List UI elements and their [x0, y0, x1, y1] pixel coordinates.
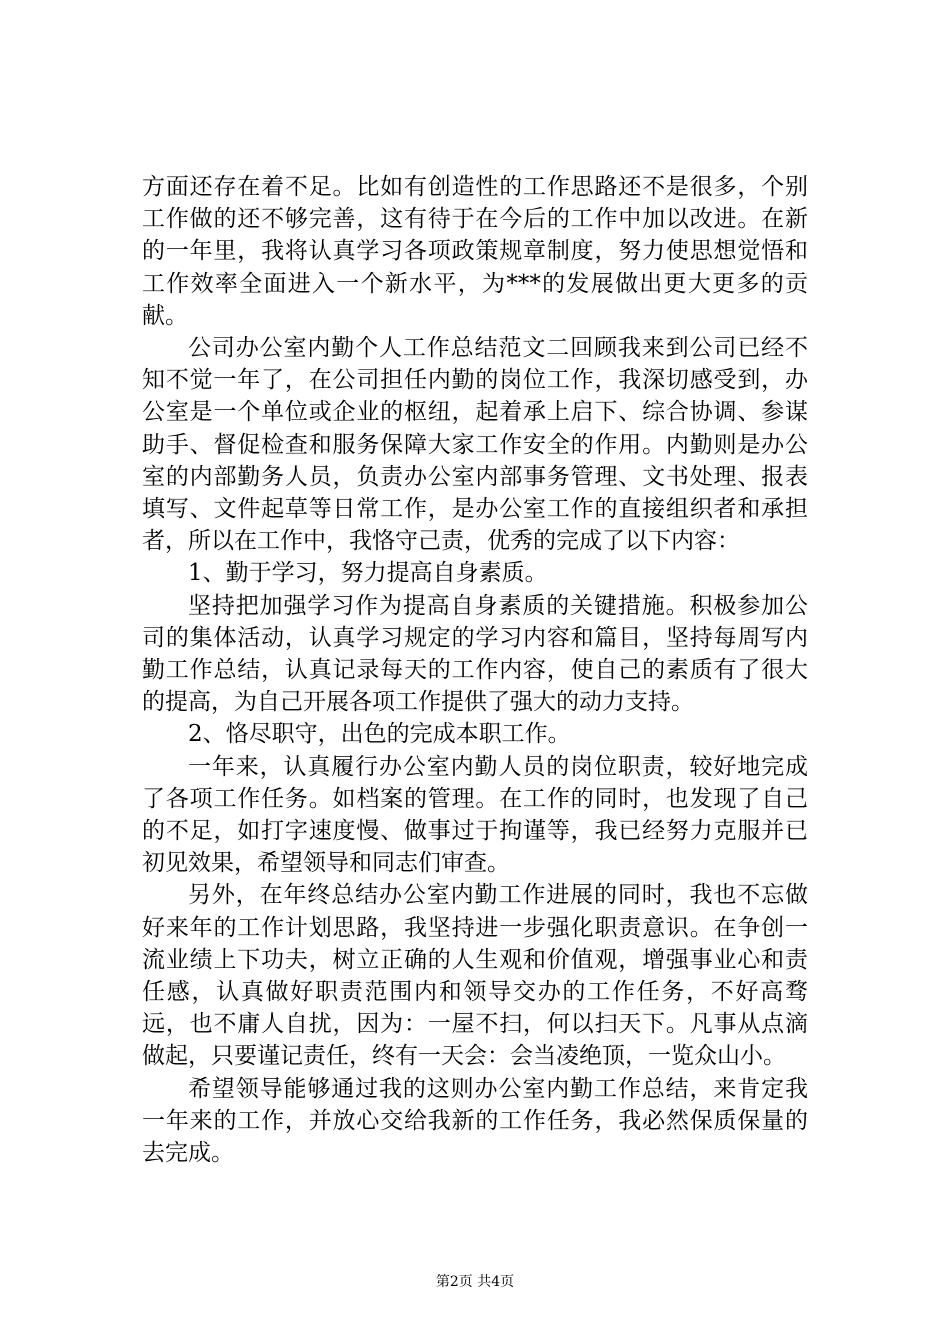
page-number-footer: 第2页 共4页 [435, 1274, 515, 1290]
section-heading-2: 2、恪尽职守，出色的完成本职工作。 [188, 721, 571, 748]
document-body [142, 171, 808, 1169]
paragraph-plan: 另外，在年终总结办公室内勤工作进展的同时，我也不忘做好来年的工作计划思路，我坚持进一步强化职责意识。在争创一流业绩上下功夫，树立正确的人生观和价值观，增强事业心和责任感，认真做好职责范围内和领导交办的工作任务，不好高骛远，也不庸人自扰，因为：一屋不扫，何以扫天下。凡事从点滴做起，只要谨记责任，终有一天会：会当凌绝顶，一览众山小。 [142, 882, 808, 1070]
paragraph-duties: 一年来，认真履行办公室内勤人员的岗位职责，较好地完成了各项工作任务。如档案的管理。在工作的同时，也发现了自己的不足，如打字速度慢、做事过于拘谨等，我已经努力克服并已初见效果，希望领导和同志们审查。 [142, 753, 808, 877]
section-heading-1: 1、勤于学习，努力提高自身素质。 [188, 560, 548, 587]
paragraph-study: 坚持把加强学习作为提高自身素质的关键措施。积极参加公司的集体活动，认真学习规定的学习内容和篇目，坚持每周写内勤工作总结，认真记录每天的工作内容，使自己的素质有了很大的提高，为自己开展各项工作提供了强大的动力支持。 [142, 592, 808, 716]
paragraph-continuation: 方面还存在着不足。比如有创造性的工作思路还不是很多，个别工作做的还不够完善，这有待于在今后的工作中加以改进。在新的一年里，我将认真学习各项政策规章制度，努力使思想觉悟和工作效率全面进入一个新水平，为***的发展做出更大更多的贡献。 [142, 174, 808, 329]
paragraph-intro-fanwen-er: 公司办公室内勤个人工作总结范文二回顾我来到公司已经不知不觉一年了，在公司担任内勤的岗位工作，我深切感受到，办公室是一个单位或企业的枢纽，起着承上启下、综合协调、参谋助手、督促检查和服务保障大家工作安全的作用。内勤则是办公室的内部勤务人员，负责办公室内部事务管理、文书处理、报表填写、文件起草等日常工作，是办公室工作的直接组织者和承担者，所以在工作中，我恪守己责，优秀的完成了以下内容： [142, 335, 808, 555]
paragraph-closing: 希望领导能够通过我的这则办公室内勤工作总结，来肯定我一年来的工作，并放心交给我新的工作任务，我必然保质保量的去完成。 [142, 1075, 808, 1167]
